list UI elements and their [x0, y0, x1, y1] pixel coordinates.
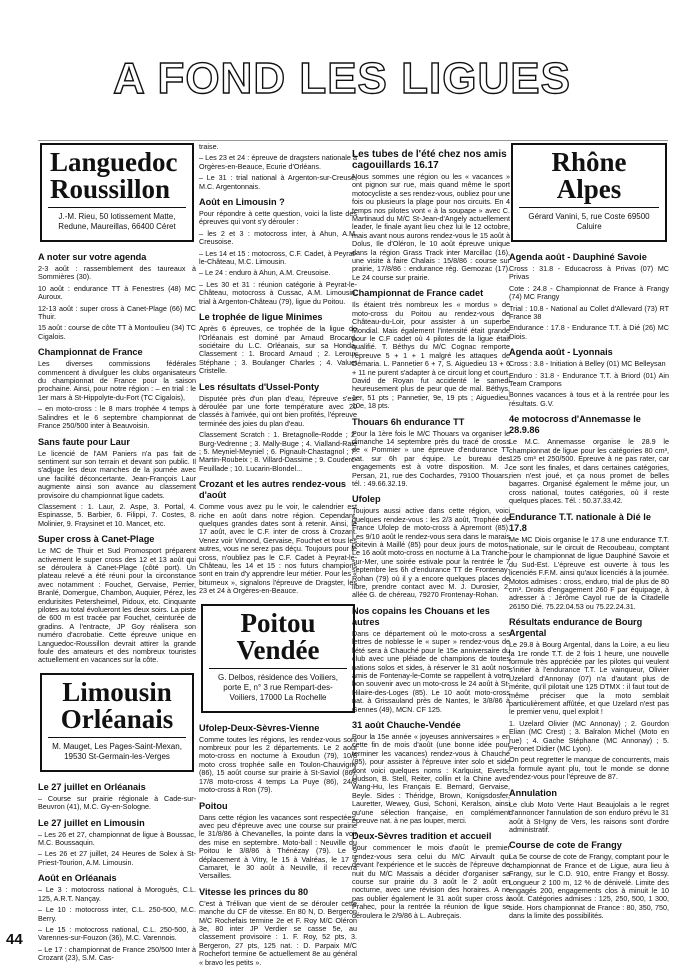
paragraph: – Le 24 : enduro à Ahun, A.M. Creusoise.: [199, 268, 331, 278]
section-heading: Agenda août - Lyonnais: [509, 347, 613, 358]
region-title-line-2: Orléanais: [60, 703, 174, 734]
section-heading: 31 août Chauche-Vendée: [352, 719, 461, 730]
paragraph: Ils étaient très nombreux les « mordus » de moto-cross du Poitou au rendez-vous de Château-du-Loir, pour assister à un superbe Mondial. Mais également l'intensité était grande pour le C.F cadet où 4 pilotes de la ligue était qualifié. T. Béthys du M/C Cognac remporte l'épreuve 5 + 1 + 1 malgré les attaques de Démaria. L. Pannetier 6 + 7, S. Aiguedieu 13 + 6 + 11 ne purent s'adapter à ce circuit long et court. David de Royan fut accidenté le samedi heureusement plus de peur que de mal. Béthys, 1er, 51 pts ; Pannetier, 9e, 19 pts ; Aiguedieu, 10e, 18 pts.: [352, 300, 510, 411]
paragraph: 1. Uzelard Olivier (MC Annonay) ; 2. Gourdon Elian (MC Crest) ; 3. Balralon Michel (Moto en rue) ; 4. Gache Stéphane (MC Annonay) ; 5. Peronet Didier (MC Lyon).: [509, 718, 669, 754]
column-languedoc-limousin: [38, 143, 196, 966]
section-heading: Le trophée de ligue Minimes: [199, 312, 323, 323]
region-box-rhone-alpes: [511, 143, 667, 242]
paragraph: Après 6 épreuves, ce trophée de la ligue de l'Orléanais est dominé par Arnaud Brocard, sociétaire du L.C. Orléanais, sur sa Honda. Classement : 1. Brocard Arnaud ; 2. Leroux Stéphane ; 3. Boulanger Charles ; 4. Valuet Cristelle.: [199, 324, 357, 376]
section-heading: Les résultats d'Ussel-Ponty: [199, 381, 320, 392]
paragraph: La 5e course de cote de Frangy, comptant pour le championnat de France et de Ligue, aura lieu à Frangy, sur le C.D. 910, entre Frangy et Bossy. Longueur 2 100 m, 12 % de dénivelé. Limite des engagés 200, engagements clos à minuit le 10 août. Catégories admises : 125, 250, 500, 1 300, side. Hors championnat de France : 80, 350, 750, dans la limite des possibilités.: [509, 852, 669, 921]
paragraph: – Le 31 : trial national à Argenton-sur-Creuse, M.C. Argentonnais.: [199, 173, 357, 191]
section-heading: Le 27 juillet en Limousin: [38, 817, 145, 828]
paragraph: Cote : 24.8 - Championnat de France à Frangy (74) MC Frangy: [509, 283, 669, 302]
paragraph: 12-13 août : super cross à Canet-Plage (66) MC Thuir.: [38, 303, 196, 322]
paragraph: Nous sommes une région ou les « vacances » ont pignon sur rue, mais quand même le sport motocycliste a ses rendez-vous, oubliez pour une fois ou plusieurs la plage pour nos circuits. En 4 temps nos pilotes vont « à la soupape » avec C. Martinaud du M/C St-Jean-d'Angely actuellement leader, le finale ayant lieu chez lui le 12 octobre, mais avant nous aurons rendez-vous le 15 août à Dolus, Ile d'Oléron, le 10 août épreuve unique dans la région Grass Track inter Marcillac (16), une visite à faire Chalais : 15/8/86 : course sur prairie, 17/8/86 : endurance rég. Gemozac (17). Le 24 course sur prairie.: [352, 172, 510, 282]
paragraph: – Le 3 : motocross national à Moroguès, C.L. 125, A.R.T. Nançay.: [38, 885, 196, 903]
paragraph: Le club Moto Verte Haut Beaujolais a le regret d'annoncer l'annulation de son enduro prévu le 31 août à St-Igny de Vers, les raisons sont d'ordre administratif.: [509, 799, 669, 834]
paragraph: Pour la 15e année « joyeuses anniversaires » en cette fin de mois d'août (une bonne idée pour terminer les vacances) rendez-vous à Chauché (85), pour assister à l'épreuve inter solo et side dont voici quelques noms : Karlquist, Everts, Hudson, B. Stell, Reiter, collin et la Chine avec Wang-Hu, les Français E. Bernard, Gervaise, Beyle. Sides : Théridge, Brown, Konigsdosfer, Lauretter, Wewey, Gusi, Schoni, Keralson, ainsi qu'une sélection française, en complément épreuve nat. à ne pas louper, merci.: [352, 731, 510, 825]
paragraph: Comme toutes les régions, les rendez-vous sont nombreux pour les 2 départements. Le 2 août moto-cross en nocturne à Exoudun (79), 10/8 moto cross trophée salle en Toulon-Chauvigny (86), 15 août course sur prairie à St-Saviol (86), 17/8 moto-cross 4 temps La Puye (86), 24/8 moto-cross à Ron (79).: [199, 734, 357, 795]
section-heading: Thouars 6h endurance TT: [352, 416, 465, 427]
paragraph: – Les 30 et 31 : réunion catégorie à Peyrat-le-Château, motocross à Cussac, A.M. Limousin, trial à Argenton-Château (79), ligue du Poitou.: [199, 279, 357, 306]
page-number: 44: [6, 931, 23, 948]
paragraph: Classement : 1. Laur, 2. Aspe, 3. Portal, 4. Espinasse, 5. Barbier, 6. Filippi, 7. Costes, 8. Molinier, 9. Fraysinet et 10. Mancet, etc.: [38, 501, 196, 528]
section-heading: A noter sur votre agenda: [38, 252, 147, 262]
paragraph: 2-3 août : rassemblement des taureaux à Sommières (30).: [38, 264, 196, 282]
section-heading: Ufolep-Deux-Sèvres-Vienne: [199, 722, 320, 733]
section-heading: Deux-Sèvres tradition et accueil: [352, 831, 492, 842]
paragraph: traise.: [199, 142, 219, 151]
section-heading: Ufolep: [352, 494, 381, 505]
region-title-line-2: Alpes: [556, 174, 622, 204]
section-heading: Août en Orléanais: [38, 873, 117, 884]
paragraph: Le licencié de l'AM Paniers n'a pas fait de sentiment sur son terrain et devant son public. Il s'adjuge les deux manches de la journée avec une facilité déconcertante. Jean-François Laur augmente ainsi son avance au classement provisoire du championnat ligue cadets.: [38, 448, 196, 500]
section-heading: Course de cote de Frangy: [509, 840, 622, 851]
paragraph: Toujours aussi active dans cette région, voici quelques rendez-vous : les 2/3 août, Trophée de France Ufolep de moto-cross à Apremont (85). Les 9/10 août le rendez-vous sera dans le marais poitevin à Maillé (85) pour deux jours de motos. Le 16 août moto-cross en nocturne à La Tranche-sur-Mer, une soirée estivale pour la rentrée le 7 septembre les 6h d'endurance TT de Frontenay-Rohan (79) où il y a encore quelques places de libre, prendre contact avec M. J. Durosier, 2, allée G. de chéreau, 79270 Frontenay-Rohan.: [352, 506, 510, 600]
paragraph: Le M.C. Annemasse organise le 28.9 le championnat de ligue pour les catégories 80 cm³, 125 cm³ et 250/500. Epreuve à ne pas rater, car ce sont les finales, et dans certaines catégories, rien n'est joué, et ça nous promet de belles bagarres. Organisé également le même jour, un cross national, toutes catégories, où il reste quelques places. Tél. : 50.37.33.42.: [509, 437, 669, 506]
paragraph: Le 29.8 à Bourg Argental, dans la Loire, a eu lieu la 1re ronde T.T. de 2 fois 1 heure, une nouvelle formule très appréciée par les pilotes qui veulent s'initier à l'endurance T.T. Le vainqueur, Olivier Uzelard d'Annonay (07) n'a d'autant plus de mérite, qu'il pilotait une 125 DTMX : il faut tout de même préciser que la moto semblait particulièrement affûtée, et que Uzelard n'est pas le premier venu, quel exploit !: [509, 640, 669, 717]
paragraph: 10 août : endurance TT à Fenestres (48) MC Auroux.: [38, 283, 196, 302]
paragraph: Le MC de Thuir et Sud Promosport préparent activement le super cross des 12 et 13 août qui se déroulera à Canet-Plage (côté port). Un plateau relevé a été réuni pour la circonstance avec notamment : Fouchet, Gervaise, Perrier, Branlé, Domergue, Chambon, Auquier, Pérez, les endurisites Petersheimel, Pidoux, etc. Cinquante pilotes au total évolueront les deux soirs. La piste de 600 m est tracée par Fouchet, ceinturée de gradins. A l'entracte, JP Goy réalisera son numéro d'acrobatie. Cette épreuve unique en Languedoc-Roussillon devrait attirer la grande foule des amateurs et des nombreux touristes actuellement en vacances sur la côte.: [38, 546, 196, 665]
region-address: Gérard Vanini, 5, rue Coste 69500 Caluire: [519, 207, 659, 234]
section-heading: 4e motocross d'Annemasse le 28.9.86: [509, 414, 641, 436]
region-address: J.-M. Rieu, 50 lotissement Matte, Redune, Maureillas, 66400 Céret: [48, 207, 186, 234]
section-heading: Agenda août - Dauphiné Savoie: [509, 252, 647, 262]
paragraph: Les diverses commissions fédérales commencent à divulguer les clubs organisateurs du championnat de France pour la saison prochaine. Ainsi, pour notre région : – en trial : le 1er mars à St-Hippolyte-du-Fort (TC Cigalois),: [38, 359, 196, 402]
paragraph: – en moto-cross : le 8 mars trophée 4 temps à Salindres et le 6 septembre championnat de France 250/500 inter à Beauvoisin.: [38, 404, 196, 431]
region-title: [42, 675, 192, 737]
column-poitou-news: [352, 143, 510, 923]
paragraph: Pour commencer le mois d'août le premier rendez-vous sera celui du M/C Airvault qui devant l'expérience et le succès de l'épreuve de nuit du M/C Massais a décider d'organiser sa course sur prairie du 3 août le 2 août en nocturne, avec une révision des horaires. A ne pas oublier également le 31 août super cross à Prahec, pour la rentrée la réunion de ligue se déroulera le 2/9/86 à L. Aubreçais.: [352, 843, 510, 920]
section-heading: Super cross à Canet-Plage: [38, 534, 155, 545]
section-heading: Sans faute pour Laur: [38, 436, 130, 447]
column-limousin-poitou: [199, 143, 357, 970]
section-heading: Crozant et les autres rendez-vous d'août: [199, 479, 347, 501]
paragraph: – Les 23 et 24 : épreuve de dragsters nationale à Orgères-en-Beauce, Ecurie d'Orléans.: [199, 153, 357, 171]
paragraph: – Le 17 : championnat de France 250/500 Inter à Crozant (23), S.M. Cas-: [38, 944, 196, 963]
section-heading: Poitou: [199, 800, 228, 811]
column-rhone-alpes: [509, 143, 669, 924]
paragraph: – Les 14 et 15 : motocross, C.F. Cadet, à Peyrat-le-Château, M.C. Limousin.: [199, 248, 357, 267]
paragraph: – Course sur prairie régionale à Cade-sur-Beuvron (41), M.C. Gy-en-Sologne.: [38, 793, 196, 812]
region-title-line-1: Languedoc: [50, 147, 178, 177]
region-title-line-2: Vendée: [236, 634, 320, 665]
paragraph: Bonnes vacances à tous et à la rentrée pour les résultats. G.V.: [509, 390, 669, 408]
section-heading: Annulation: [509, 787, 557, 798]
section-heading: Nos copains les Chouans et les autres: [352, 605, 490, 627]
section-heading: Les tubes de l'été chez nos amis cagouillards 16.17: [352, 149, 507, 171]
divider: [38, 140, 668, 141]
paragraph: On peut regretter le manque de concurrents, mais la formule ayant plu, tout le monde se donne rendez-vous pour l'épreuve de 87.: [509, 755, 669, 782]
paragraph: Comme vous avez pu le voir, le calendrier est riche en août dans notre région. Cependant, quelques grandes dates sont à retenir. Ainsi, le 17 août, avec le C.F. inter de cross à Crozant. Venez voir Vimond, Gervaise, Fouchet et tous les autres, vous ne serez pas déçu. Toujours pour le cross, n'oubliez pas le C.F. Cadet à Peyrat-le-Château, les 14 et 15 : nos futurs champions sont en train d'y apprendre leur métier. Pour les « bitumeux », signalons l'épreuve de Dragster, les 23 et 24 à Orgères-en-Beauce.: [199, 502, 357, 596]
paragraph: Pour répondre à cette question, voici la liste des épreuves qui vont s'y dérouler :: [199, 209, 357, 227]
region-box-languedoc: [40, 143, 194, 242]
region-title-line-2: Roussillon: [50, 174, 171, 204]
paragraph: 15 août : course de côte TT à Montoulieu (34) TC Cigalois.: [38, 323, 196, 341]
paragraph: Dans ce département où le moto-cross a ses lettres de noblesse le « super » rendez-vous de l'été sera à Chauché pour le 15e anniversaire du club avec une pléiade de champions de toutes nations solos et sides, à réserver le 31 août nos amis de Fontenay-le-Comte se rappellent à votre bon souvenir avec un moto-cross le 24 août à St-Hilaire-des-Loges (85). Le 10 août moto-cross nat. à Grissauland près de Nantes, le 3/8/86 à Gennes (49), MCN. CF 125.: [352, 628, 510, 714]
paragraph: Me MC Diois organise le 17.8 une endurance T.T. nationale, sur le circuit de Recoubeau, comptant pour le championnat de ligue Dauphiné Savoie et du Sud-Est. L'épreuve est ouverte à tous les licenciés F.F.M. ainsi qu'aux licenciés à la journée. Motos admises : cross, enduro, trial de plus de 80 cm³. Droits d'engagement 260 F par équipage, à adresser à : Jérôme Cayol rue de la Citadelle 26150 Dié. 75.22.04.53 ou 75.22.24.31.: [509, 534, 669, 611]
paragraph: Classement Scratch : 1. Bretagnolle-Rodde ; 2. Burg-Vedrenne ; 3. Mally-Buge ; 4. Vialland-Raie ; 5. Meyniel-Meyniel ; 6. Pignault-Chastagnol ; 7. Martin-Roubeix ; 8. Villard-Dassime ; 9. Couderc-Feuillade ; 10. Lucarin-Blondel...: [199, 430, 357, 473]
region-address: M. Mauget, Les Pages-Saint-Mexan, 19530 St-Germain-les-Verges: [48, 737, 186, 764]
section-heading: Le 27 juillet en Orléanais: [38, 781, 146, 792]
section-heading: Endurance T.T. nationale à Dié le 17.8: [509, 511, 651, 533]
region-title-line-1: Limousin: [62, 676, 172, 707]
paragraph: Cross : 3.8 - Initiation à Belley (01) MC Belleysan: [509, 359, 666, 369]
paragraph: – les 2 et 3 : motocross inter, à Ahun, A.M. Creusoise.: [199, 228, 357, 247]
paragraph: – Les 26 et 27, championnat de ligue à Boussac, M.C. Boussaquin.: [38, 829, 196, 848]
paragraph: Dans cette région les vacances sont respectées, avec peu d'épreuve avec une course sur prairie le 31/8/86 à Chevanelles, la pointe dans la voir des mise en septembre. Moto-ball : Neuville du Poitou le 3/8/86 à Thénézay (79). Le 9 déplacement à Vitry, le 15 à Valréas, le 17 à Camaret, le 30 août à Neuville, il recevra Versailles.: [199, 812, 357, 881]
section-heading: Résultats endurance de Bourg Argental: [509, 617, 643, 639]
region-title-line-1: Poitou: [240, 607, 316, 638]
section-heading: Championnat de France cadet: [352, 288, 484, 299]
paragraph: – Le 15 : motocross national, C.L. 250-500, à Varennes-sur-Fouzon (36), M.C. Varennois.: [38, 924, 196, 943]
paragraph: Cross : 31.8 - Educacross à Privas (07) MC Privas: [509, 264, 669, 282]
paragraph: – Le 10 : motocross inter, C.L. 250-500, M.C. Berry.: [38, 905, 196, 923]
region-box-poitou: [201, 604, 355, 713]
paragraph: Enduro : 31.8 - Endurance T.T. à Briord (01) Ain Team Crampons: [509, 370, 669, 389]
region-title-line-1: Rhône: [551, 147, 627, 177]
region-address: G. Delbos, résidence des Voiliers, porte E, n° 3 rue Rempart-des-Voiliers, 17000 La Rochelle: [209, 668, 347, 705]
region-box-limousin: [40, 673, 194, 772]
paragraph: Disputée près d'un plan d'eau, l'épreuve s'est déroulée par une forte température avec 20 classés à l'arrivée, qui ont bien profités, l'épreuve terminée des joies du plan d'eau.: [199, 393, 357, 428]
paragraph: Endurance : 17.8 - Endurance T.T. à Dié (26) MC Diois.: [509, 323, 669, 341]
section-heading: Championnat de France: [38, 347, 143, 358]
region-title: [42, 145, 192, 207]
paragraph: Pour la 1ère fois le M/C Thouars va organiser le dimanche 14 septembre près du tracé de cross de « Pommier » une épreuve d'endurance TT nat. sur 6h par équipe. Le bureau des engagements est à votre disposition. M. J. Persan, 21, rue des Cochardes, 79100 Thouars, tél. : 49.66.32.19.: [352, 428, 510, 488]
region-title: [513, 145, 665, 207]
section-heading: Août en Limousin ?: [199, 197, 285, 208]
section-heading: Vitesse les princes du 80: [199, 886, 309, 897]
paragraph: C'est à Trélivan que vient de se dérouler cette manche du CF de vitesse. En 80 N, D. Bergeron M/C Rochefais termine 2e et F. Roy M/C Oléron 3e, 80 inter JP Verdier se casse 5e, au classement provisoire : 1. F. Roy, 52 pts, 3. Bergeron, 27 pts, 125 nat. : D. Parpaix M/C Rochefort termine 6e actuellement 8e au général « bravo les petits ».: [199, 898, 357, 967]
page-title: A FOND LES LIGUES: [113, 54, 571, 103]
paragraph: – Les 26 et 27 juillet, 24 Heures de Solex à St-Priest-Tourion, A.M. Limousin.: [38, 849, 196, 867]
paragraph: Trial : 10.8 - National au Collet d'Allevard (73) RT France 38: [509, 303, 669, 322]
region-title: [203, 606, 353, 668]
